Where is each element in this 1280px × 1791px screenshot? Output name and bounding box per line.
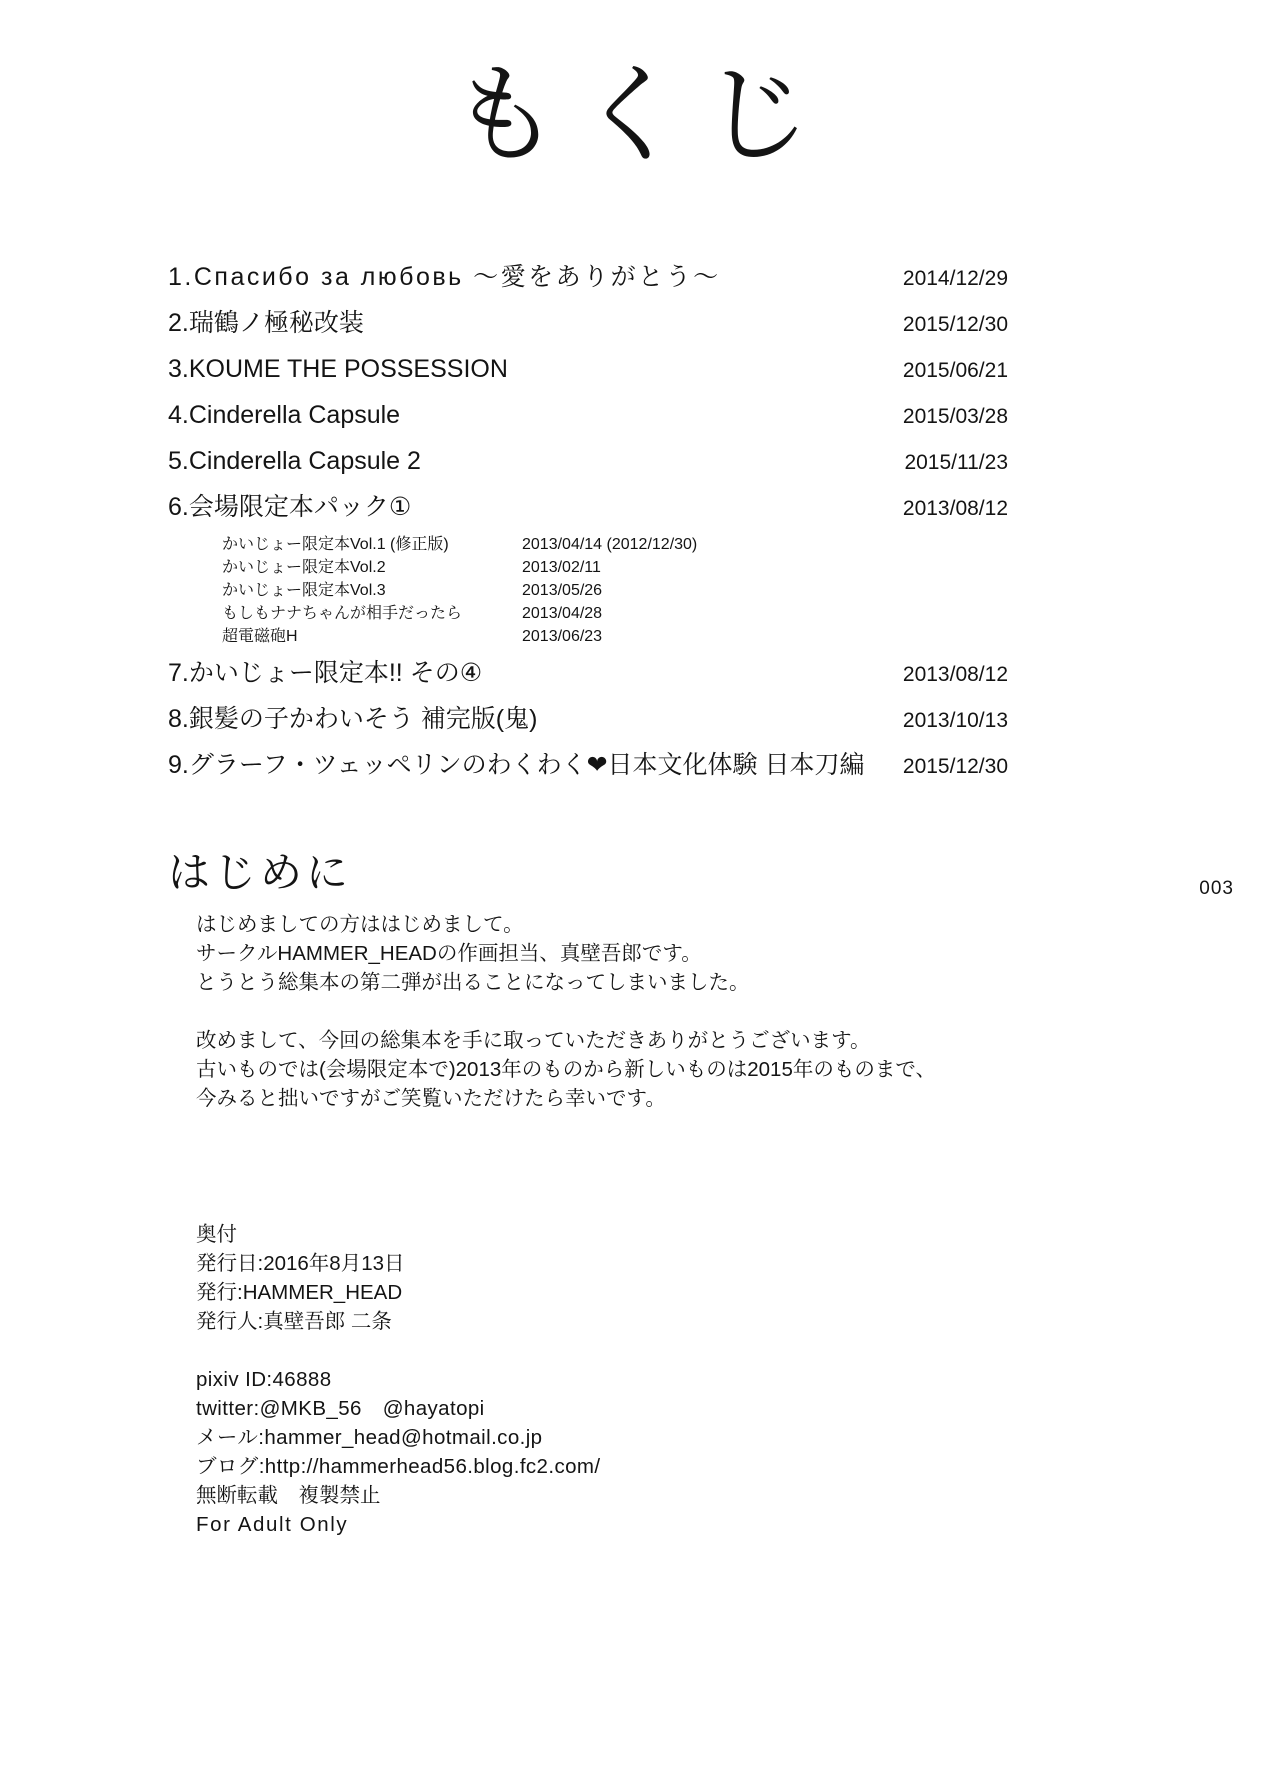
colophon-publish-date: 発行日:2016年8月13日 (196, 1252, 405, 1275)
intro-heading: はじめに (168, 848, 353, 897)
toc-sub-entry (222, 603, 1008, 625)
colophon-publisher: 発行:HAMMER_HEAD (196, 1281, 403, 1304)
toc-entry-label: 5.Cinderella Capsule 2 (168, 447, 421, 475)
toc-entry-label: 9.グラーフ・ツェッペリンのわくわく❤日本文化体験 日本刀編 (168, 751, 865, 779)
colophon-adult-only: For Adult Only (196, 1513, 349, 1536)
colophon-blog-url: ブログ:http://hammerhead56.blog.fc2.com/ (196, 1455, 601, 1478)
toc-sub-entry-label: もしもナナちゃんが相手だったら (222, 605, 463, 622)
toc-entry-4 (168, 396, 1008, 436)
toc-entry-7 (168, 654, 1008, 694)
toc-sub-entry-date: 2013/05/26 (522, 582, 603, 599)
toc-sub-entry (222, 534, 1008, 556)
colophon-spacer (196, 1336, 956, 1365)
toc-sub-entry-date: 2013/04/14 (2012/12/30) (522, 536, 698, 553)
toc-entry-date: 2015/03/28 (902, 405, 1008, 428)
toc-sub-entry-date: 2013/04/28 (522, 605, 603, 622)
page-title: もくじ (450, 53, 829, 178)
toc-entry-date: 2013/08/12 (902, 497, 1008, 520)
toc-entry-label: 1.Спасибо за любовь ～愛をありがとう～ (168, 263, 721, 291)
toc-sub-entry-date: 2013/06/23 (522, 628, 603, 645)
toc-entry-date: 2015/12/30 (902, 313, 1008, 336)
intro-body (196, 910, 1016, 1113)
toc-entry-1 (168, 258, 1008, 298)
page-number: 003 (1199, 878, 1234, 899)
toc-entry-date: 2013/10/13 (902, 709, 1008, 732)
toc-sub-entries (222, 534, 1008, 648)
intro-line: とうとう総集本の第二弾が出ることになってしまいました。 (196, 971, 750, 994)
toc-entry-date: 2015/06/21 (902, 359, 1008, 382)
toc-sub-entry (222, 580, 1008, 602)
toc-sub-entry (222, 557, 1008, 579)
colophon-notice: 無断転載 複製禁止 (196, 1484, 381, 1507)
intro-line: 改めまして、今回の総集本を手に取っていただきありがとうございます。 (196, 1029, 871, 1052)
toc-entry-label: 4.Cinderella Capsule (168, 401, 401, 429)
colophon-mail: メール:hammer_head@hotmail.co.jp (196, 1426, 543, 1449)
toc-sub-entry-date: 2013/02/11 (522, 559, 601, 576)
toc-entry-3 (168, 350, 1008, 390)
toc-sub-entry-label: 超電磁砲H (222, 628, 298, 645)
intro-line: 今みると拙いですがご笑覧いただけたら幸いです。 (196, 1087, 666, 1110)
intro-line: 古いものでは(会場限定本で)2013年のものから新しいものは2015年のものまで、 (196, 1058, 936, 1081)
colophon (196, 1220, 956, 1539)
toc-entry-8 (168, 700, 1008, 740)
toc-sub-entry-label: かいじょー限定本Vol.1 (修正版) (222, 536, 449, 553)
toc-entry-label: 3.KOUME THE POSSESSION (168, 355, 508, 383)
paragraph-spacer (196, 997, 1016, 1026)
colophon-pixiv-id: pixiv ID:46888 (196, 1368, 332, 1391)
toc-entry-label: 6.会場限定本パック① (168, 493, 412, 521)
toc-sub-entry (222, 626, 1008, 648)
colophon-twitter: twitter:@MKB_56 @hayatopi (196, 1397, 485, 1420)
table-of-contents (168, 258, 1008, 792)
toc-entry-label: 2.瑞鶴ノ極秘改装 (168, 309, 364, 337)
intro-line: はじめましての方ははじめまして。 (196, 913, 524, 936)
toc-entry-label: 8.銀髪の子かわいそう 補完版(鬼) (168, 705, 538, 733)
toc-sub-entry-label: かいじょー限定本Vol.3 (222, 582, 386, 599)
intro-line: サークルHAMMER_HEADの作画担当、真壁吾郎です。 (196, 942, 702, 965)
toc-sub-entry-label: かいじょー限定本Vol.2 (222, 559, 386, 576)
toc-entry-date: 2015/12/30 (902, 755, 1008, 778)
toc-entry-date: 2014/12/29 (902, 267, 1008, 290)
colophon-heading: 奥付 (196, 1223, 237, 1246)
toc-entry-5 (168, 442, 1008, 482)
toc-entry-6 (168, 488, 1008, 528)
toc-entry-date: 2013/08/12 (902, 663, 1008, 686)
toc-entry-label: 7.かいじょー限定本!! その④ (168, 659, 483, 687)
colophon-author: 発行人:真壁吾郎 二条 (196, 1310, 392, 1333)
toc-entry-2 (168, 304, 1008, 344)
toc-entry-date: 2015/11/23 (904, 451, 1008, 474)
toc-entry-9 (168, 746, 1008, 786)
